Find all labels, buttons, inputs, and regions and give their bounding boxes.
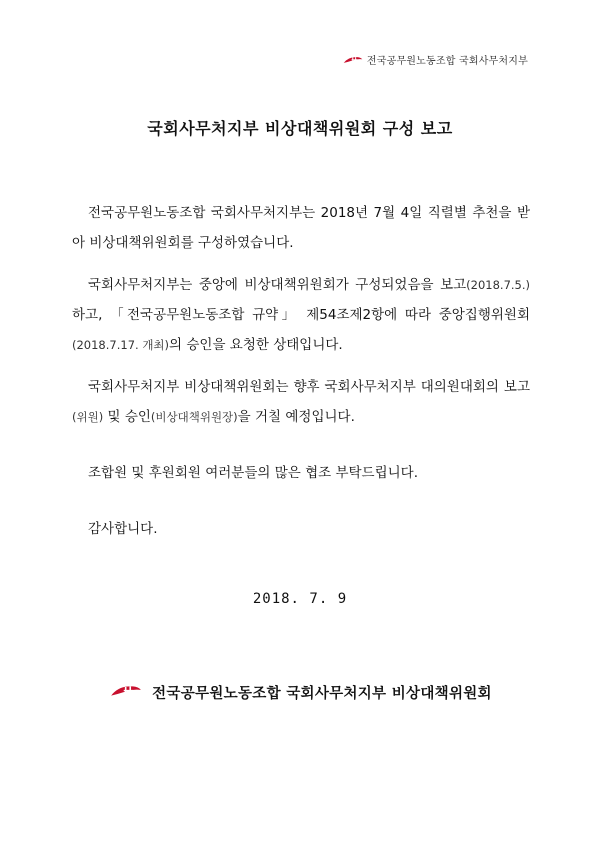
paragraph-4: 조합원 및 후원회원 여러분들의 많은 협조 부탁드립니다. (88, 465, 418, 481)
document-date: 2018. 7. 9 (252, 591, 348, 607)
paragraph-2: 국회사무처지부는 중앙에 비상대책위원회가 구성되었음을 보고(2018.7.5.)하고, 「전국공무원노동조합 규약」 제54조제2항에 따라 중앙집행위원회(2018.7.17. 개최)의 승인을 요청한 상태입니다. (72, 277, 530, 353)
union-logo-icon (108, 683, 144, 703)
paragraph-5: 감사합니다. (88, 521, 158, 537)
paragraph-1: 전국공무원노동조합 국회사무처지부는 2018년 7월 4일 직렬별 추천을 받아 비상대책위원회를 구성하였습니다. (72, 205, 530, 251)
union-logo-icon (343, 55, 363, 65)
header-org-name: 전국공무원노동조합 국회사무처지부 (366, 56, 528, 67)
paragraph-3: 국회사무처지부 비상대책위원회는 향후 국회사무처지부 대의원대회의 보고(위원) 및 승인(비상대책위원장)을 거칠 예정입니다. (72, 379, 530, 425)
document-title: 국회사무처지부 비상대책위원회 구성 보고 (147, 119, 453, 138)
footer-signature (0, 682, 600, 703)
header (343, 52, 528, 67)
footer-org-name: 전국공무원노동조합 국회사무처지부 비상대책위원회 (152, 686, 492, 702)
document-body (72, 198, 530, 556)
